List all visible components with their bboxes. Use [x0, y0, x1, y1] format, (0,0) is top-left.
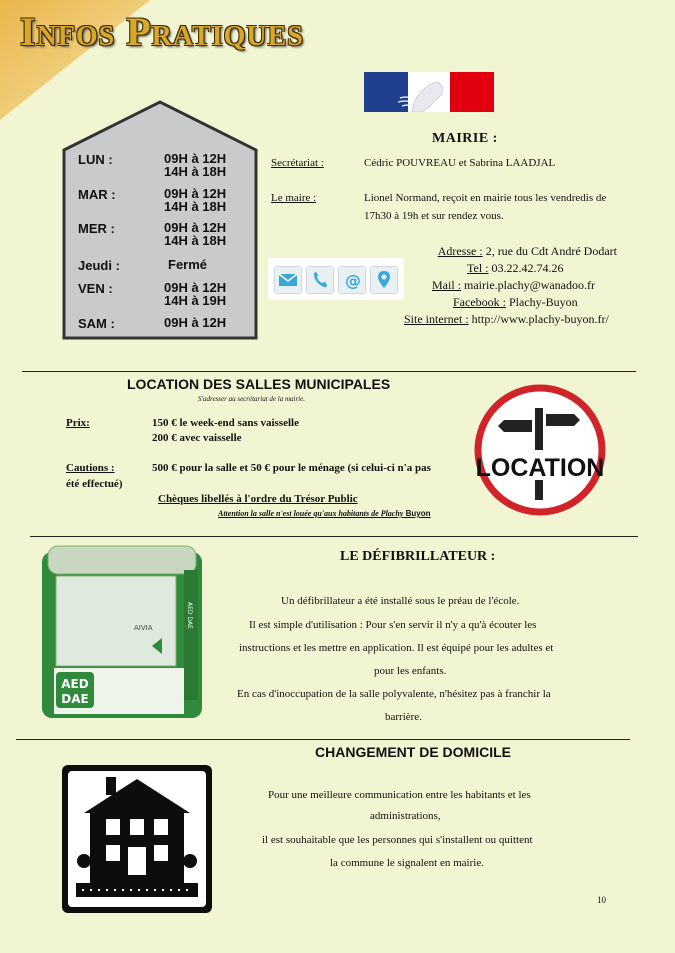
defib-line5: En cas d'inoccupation de la salle polyvalente, n'hésitez pas à franchir la [237, 688, 551, 700]
mail-icon [274, 266, 302, 294]
prix-line1: 150 € le week-end sans vaisselle [152, 417, 299, 429]
location-pin-icon [370, 266, 398, 294]
contact-icons-strip [268, 258, 404, 300]
hours-day: LUN : [78, 152, 113, 167]
phone-icon [306, 266, 334, 294]
defib-line4: pour les enfants. [374, 665, 447, 677]
defib-title: LE DÉFIBRILLATEUR : [340, 549, 496, 564]
cautions-value: 500 € pour la salle et 50 € pour le ménage (si celui-ci n'a pas [152, 462, 431, 474]
attention-buyon: Buyon [403, 509, 431, 518]
location-sign-text: LOCATION [475, 454, 605, 482]
adresse-label: Adresse : [437, 244, 483, 258]
mail-label: Mail : [432, 278, 461, 292]
location-subtitle: S'adresser au secrétariat de la mairie. [198, 395, 306, 403]
defib-line6: barrière. [385, 711, 422, 723]
hours-times [164, 152, 264, 178]
hours-times [164, 187, 264, 213]
defib-line1: Un défibrillateur a été installé sous le préau de l'école. [281, 595, 520, 607]
hours-day: MAR : [78, 187, 116, 202]
contact-facebook [453, 295, 578, 310]
facebook-value[interactable]: Plachy-Buyon [506, 295, 578, 309]
house-icon [62, 765, 212, 913]
hours-times [164, 221, 264, 247]
domicile-line2: administrations, [370, 810, 441, 822]
page-title: Infos Pratiques [20, 9, 304, 54]
hours-time-line: 14H à 18H [164, 233, 227, 248]
hours-time-line: Fermé [168, 257, 208, 272]
hours-day: MER : [78, 221, 115, 236]
hours-times [164, 316, 264, 329]
hours-times [164, 281, 264, 307]
hours-time-line: 14H à 18H [164, 199, 227, 214]
divider [16, 739, 630, 740]
hours-day: SAM : [78, 316, 115, 331]
hours-time-line: 09H à 12H [164, 186, 227, 201]
cautions-line2: été effectué) [66, 478, 123, 490]
hours-time-line: 09H à 12H [164, 151, 227, 166]
hours-day: VEN : [78, 281, 113, 296]
prix-line2: 200 € avec vaisselle [152, 432, 242, 444]
hours-time-line: 14H à 19H [164, 293, 227, 308]
contact-tel [467, 261, 564, 276]
divider [30, 536, 638, 537]
tel-value: 03.22.42.74.26 [488, 261, 564, 275]
domicile-line3: il est souhaitable que les personnes qui s'installent ou quittent [262, 834, 533, 846]
secretariat-label: Secrétariat : [271, 157, 324, 169]
tel-label: Tel : [467, 261, 489, 275]
attention-note [218, 509, 430, 518]
hours-time-line: 09H à 12H [164, 315, 227, 330]
divider [22, 371, 636, 372]
brand-label: AIVIA [134, 624, 153, 632]
adresse-value: 2, rue du Cdt André Dodart [482, 244, 617, 258]
location-title: LOCATION DES SALLES MUNICIPALES [127, 376, 391, 392]
republique-francaise-logo [364, 72, 494, 112]
attention-text: Attention la salle n'est louée qu'aux habitants de Plachy [218, 509, 404, 518]
svg-text:@: @ [345, 271, 361, 290]
dae-label: DAE [61, 692, 89, 706]
hours-day: Jeudi : [78, 258, 120, 273]
defib-line3: instructions et les mettre en application. Il est équipé pour les adultes et [239, 642, 554, 654]
hours-time-line: 09H à 12H [164, 280, 227, 295]
domicile-title: CHANGEMENT DE DOMICILE [315, 744, 511, 760]
maire-line2: 17h30 à 19h et sur rendez vous. [364, 210, 504, 222]
aed-label: AED [61, 677, 89, 691]
page-number: 10 [597, 895, 606, 905]
at-icon [338, 266, 366, 294]
facebook-label: Facebook : [453, 295, 506, 309]
maire-line1: Lionel Normand, reçoit en mairie tous les vendredis de [364, 192, 607, 204]
cautions-label: Cautions : [66, 462, 115, 474]
domicile-line1: Pour une meilleure communication entre les habitants et les [268, 789, 531, 801]
hours-time-line: 09H à 12H [164, 220, 227, 235]
maire-label: Le maire : [271, 192, 317, 204]
site-label: Site internet : [404, 312, 469, 326]
location-sign-icon [474, 384, 606, 516]
cabinet-side-label: AED DAE [186, 602, 193, 629]
site-value[interactable]: http://www.plachy-buyon.fr/ [468, 312, 609, 326]
contact-site [404, 312, 609, 327]
cheques-note: Chèques libellés à l'ordre du Trésor Public [158, 493, 358, 505]
defib-line2: Il est simple d'utilisation : Pour s'en servir il n'y a qu'à écouter les [249, 619, 537, 631]
mairie-title: MAIRIE : [432, 131, 498, 146]
secretariat-value: Cédric POUVREAU et Sabrina LAADJAL [364, 157, 556, 169]
mail-value[interactable]: mairie.plachy@wanadoo.fr [461, 278, 595, 292]
domicile-line4: la commune le signalent en mairie. [330, 857, 484, 869]
prix-label: Prix: [66, 417, 90, 429]
hours-time-line: 14H à 18H [164, 164, 227, 179]
contact-adresse [438, 244, 617, 259]
hours-times [164, 258, 264, 271]
contact-mail [432, 278, 595, 293]
defibrillator-cabinet-image [34, 542, 210, 722]
